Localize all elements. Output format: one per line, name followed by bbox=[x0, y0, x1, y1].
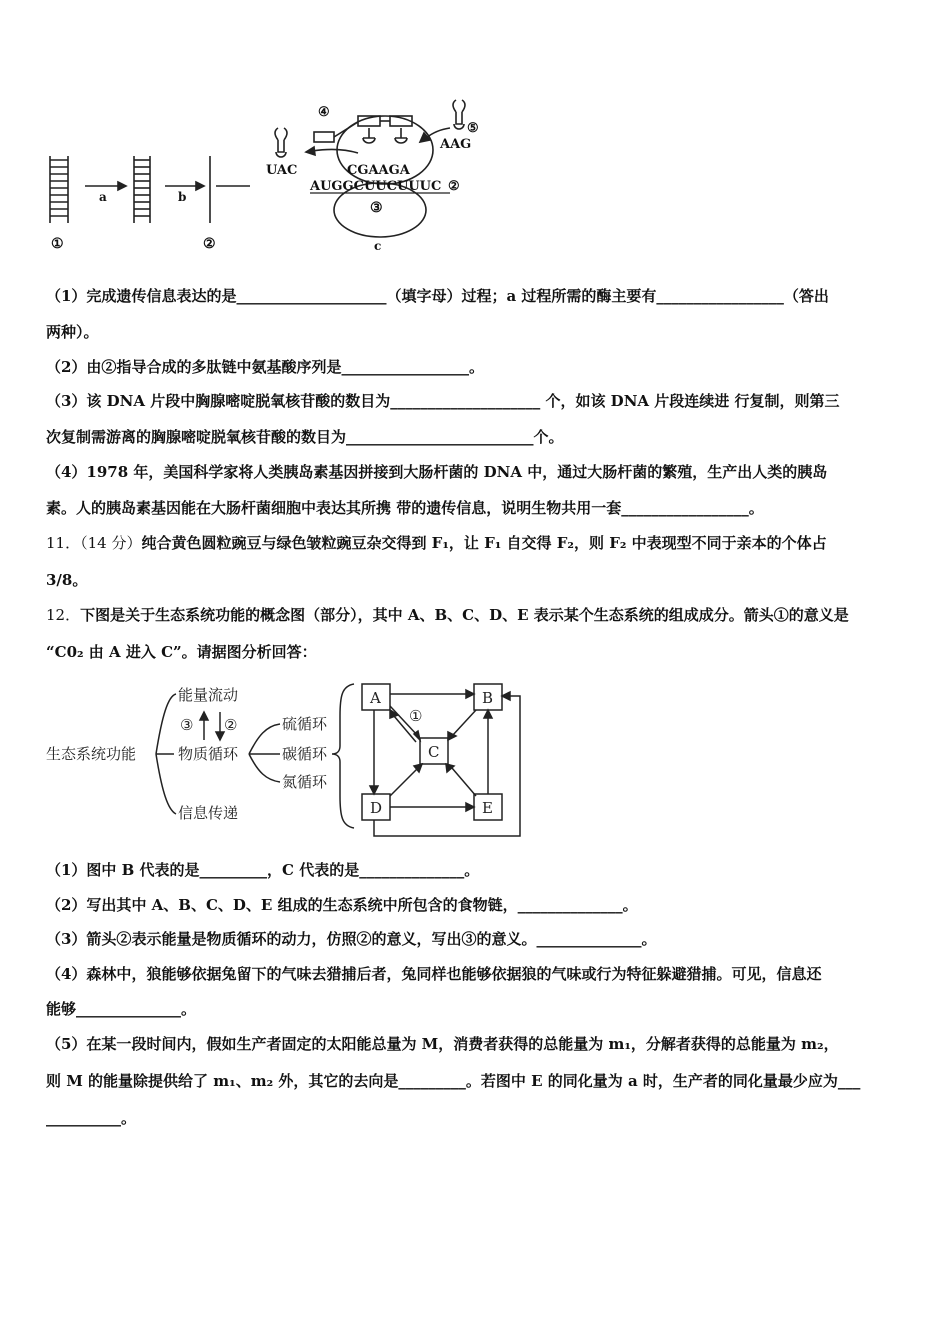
label-arrow2: ② bbox=[224, 716, 238, 734]
q10-2: （2）由②指导合成的多肽链中氨基酸序列是_________________。 bbox=[46, 358, 484, 376]
q12-number: 12． bbox=[46, 606, 81, 624]
q12-5-line1: （5）在某一段时间内，假如生产者固定的太阳能总量为 M，消费者获得的总能量为 m₁，分解者获得的总能量为 m₂， bbox=[46, 1035, 839, 1053]
q12-4-line1: （4）森林中，狼能够依据兔留下的气味去猎捕后者，兔同样也能够依据狼的气味或行为特征躲避猎捕。可见，信息还 bbox=[46, 965, 822, 983]
label-mrna-marker: ② bbox=[448, 179, 460, 194]
q11-score: （14 分） bbox=[80, 534, 142, 552]
label-arrow1: ① bbox=[409, 707, 423, 725]
gene-expression-figure bbox=[40, 98, 510, 258]
q11-line1 bbox=[46, 533, 827, 553]
label-aag: AAG bbox=[440, 137, 472, 152]
q10-4-line1: （4）1978 年，美国科学家将人类胰岛素基因拼接到大肠杆菌的 DNA 中，通过大肠杆菌的繁殖，生产出人类的胰岛 bbox=[46, 463, 828, 481]
node-sulfur: 硫循环 bbox=[282, 715, 328, 733]
q12-line2: “C0₂ 由 A 进入 C”。请据图分析回答： bbox=[46, 643, 317, 661]
label-ribosome-marker: ③ bbox=[370, 200, 383, 216]
label-circle5: ⑤ bbox=[467, 121, 479, 136]
label-circle1: ① bbox=[51, 236, 64, 252]
ecosystem-concept-map bbox=[44, 676, 534, 848]
box-d-label: D bbox=[370, 799, 383, 817]
label-c: c bbox=[374, 239, 382, 253]
q11-answer: 3/8。 bbox=[46, 571, 88, 589]
box-c-label: C bbox=[428, 743, 440, 761]
q11-text: 纯合黄色圆粒豌豆与绿色皱粒豌豆杂交得到 F₁，让 F₁ 自交得 F₂，则 F₂ 中表现型不同于亲本的个体占 bbox=[141, 534, 827, 552]
node-root: 生态系统功能 bbox=[46, 745, 137, 763]
box-b-label: B bbox=[482, 689, 494, 707]
q12-5-line3: __________。 bbox=[46, 1109, 137, 1127]
q11-number: 11． bbox=[46, 534, 81, 552]
label-arrow3: ③ bbox=[180, 716, 194, 734]
node-cycle: 物质循环 bbox=[178, 745, 239, 763]
q10-1-line1: （1）完成遗传信息表达的是____________________（填字母）过程；a 过程所需的酶主要有_________________（答出 bbox=[46, 287, 829, 305]
label-b: b bbox=[178, 190, 187, 204]
node-energy: 能量流动 bbox=[178, 686, 239, 704]
label-uac: UAC bbox=[266, 163, 298, 178]
node-info: 信息传递 bbox=[178, 804, 239, 822]
label-circle2: ② bbox=[203, 236, 216, 252]
q10-4-line2: 素。人的胰岛素基因能在大肠杆菌细胞中表达其所携 带的遗传信息，说明生物共用一套_________________。 bbox=[46, 499, 764, 517]
q12-1: （1）图中 B 代表的是_________，C 代表的是______________。 bbox=[46, 861, 480, 879]
label-a: a bbox=[99, 190, 107, 204]
node-carbon: 碳循环 bbox=[282, 745, 328, 763]
q12-5-line2: 则 M 的能量除提供给了 m₁、m₂ 外，其它的去向是_________。若图中 E 的同化量为 a 时，生产者的同化量最少应为___ bbox=[46, 1072, 861, 1090]
node-nitrogen: 氮循环 bbox=[282, 773, 328, 791]
q12-3: （3）箭头②表示能量是物质循环的动力，仿照②的意义，写出③的意义。______________。 bbox=[46, 930, 657, 948]
box-e-label: E bbox=[482, 799, 493, 817]
q12-text1: 下图是关于生态系统功能的概念图（部分），其中 A、B、C、D、E 表示某个生态系统的组成成分。箭头①的意义是 bbox=[80, 606, 849, 624]
q10-1-line2: 两种）。 bbox=[46, 323, 99, 341]
q12-4-line2: 能够______________。 bbox=[46, 1000, 197, 1018]
q12-line1 bbox=[46, 605, 849, 625]
label-cgaaga: CGAAGA bbox=[347, 163, 410, 178]
q10-3-line1: （3）该 DNA 片段中胸腺嘧啶脱氧核苷酸的数目为____________________ 个，如该 DNA 片段连续进 行复制，则第三 bbox=[46, 392, 840, 410]
label-mrna: AUGGCUUCUUUC bbox=[310, 179, 442, 194]
q12-2: （2）写出其中 A、B、C、D、E 组成的生态系统中所包含的食物链，______________。 bbox=[46, 896, 638, 914]
q10-3-line2: 次复制需游离的胸腺嘧啶脱氧核苷酸的数目为_________________________个。 bbox=[46, 428, 564, 446]
box-a-label: A bbox=[370, 689, 381, 707]
label-circle4: ④ bbox=[318, 105, 330, 120]
